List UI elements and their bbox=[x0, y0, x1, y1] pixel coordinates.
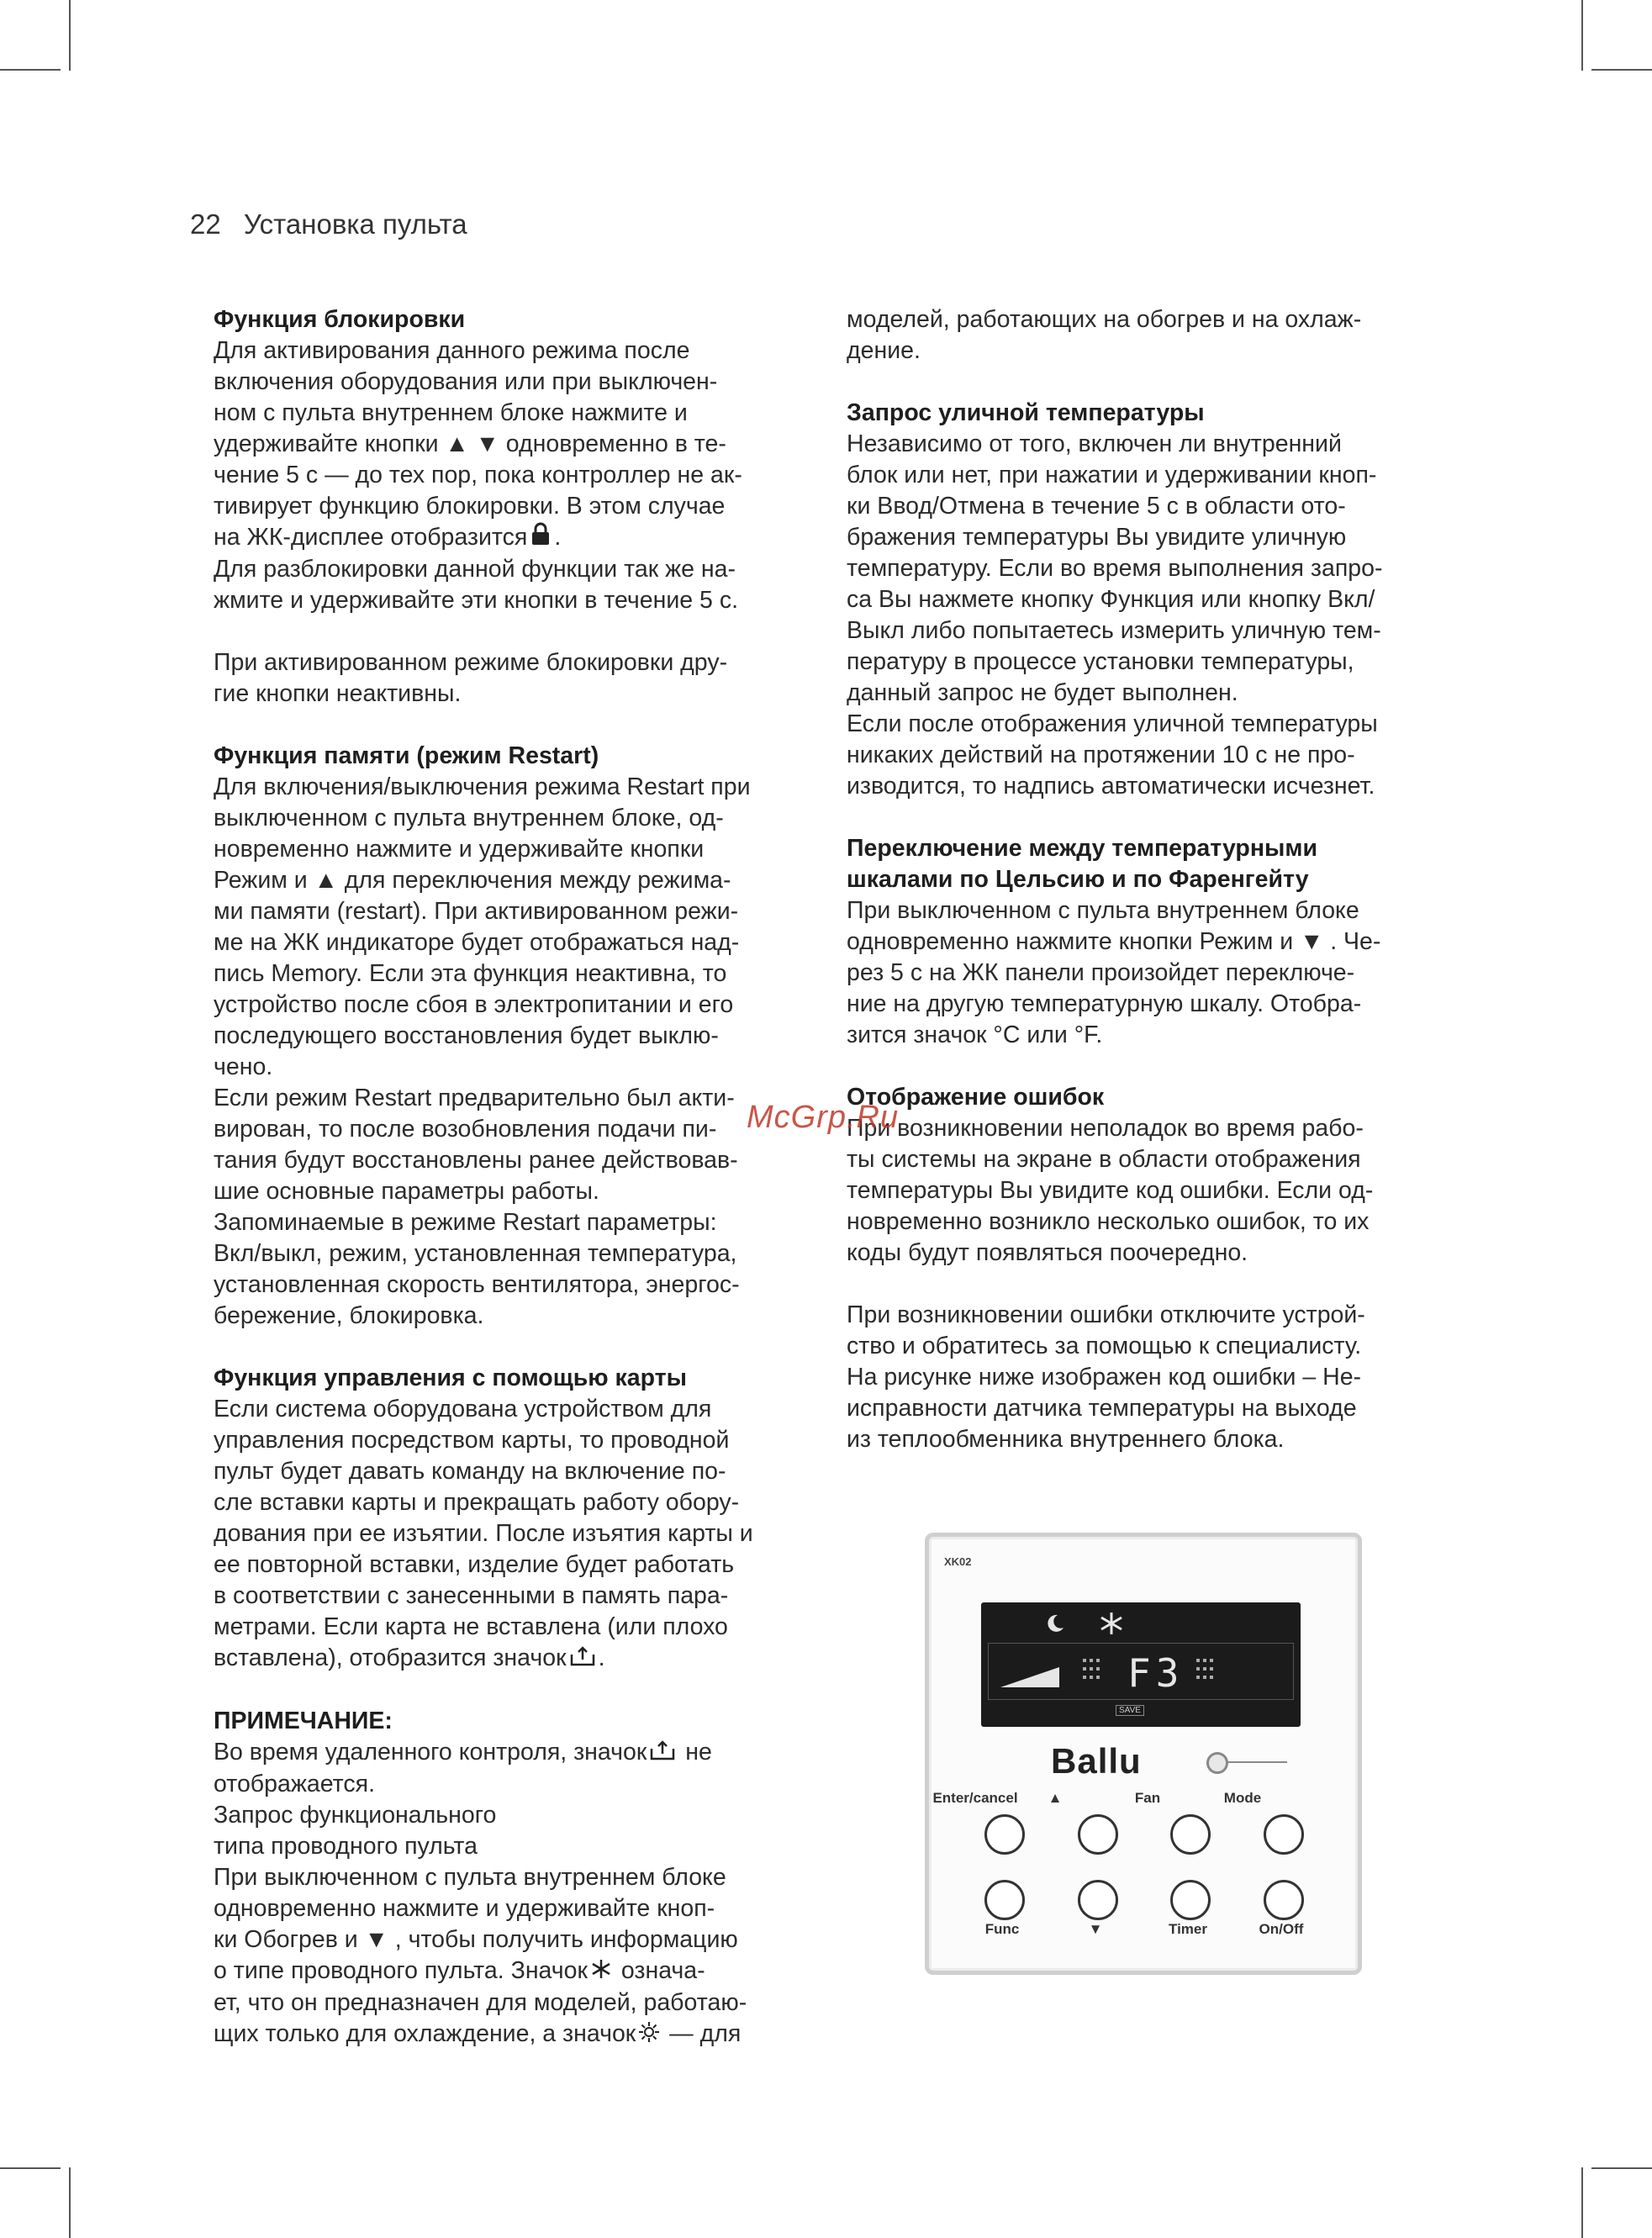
up-button[interactable] bbox=[1078, 1814, 1118, 1855]
text-line bbox=[847, 771, 1452, 802]
sun-icon bbox=[639, 2019, 659, 2051]
card-icon bbox=[650, 1738, 675, 1769]
power-led bbox=[1206, 1752, 1228, 1774]
text-line bbox=[214, 554, 810, 585]
button-label-timer: Timer bbox=[1169, 1921, 1207, 1937]
wind-right-icon bbox=[1195, 1655, 1215, 1686]
line-text: о типе проводного пульта. Значок bbox=[214, 1957, 588, 1985]
text-line bbox=[847, 1206, 1452, 1238]
section-heading bbox=[847, 1082, 1452, 1113]
text-line bbox=[847, 740, 1452, 771]
paragraph-gap bbox=[847, 802, 1452, 833]
section-heading bbox=[214, 1363, 810, 1394]
line-text: Переключение между температурными bbox=[847, 835, 1317, 862]
moon-icon bbox=[1044, 1613, 1066, 1634]
button-label-enter: Enter/cancel bbox=[932, 1790, 1018, 1806]
text-line bbox=[847, 522, 1452, 553]
button-label-func: Func bbox=[984, 1921, 1020, 1937]
button-label-fan: Fan bbox=[1134, 1790, 1161, 1806]
text-line bbox=[214, 1052, 810, 1083]
text-line bbox=[847, 1113, 1452, 1144]
text-line bbox=[214, 1238, 810, 1269]
text-line bbox=[214, 1737, 810, 1769]
line-text: ее повторной вставки, изделие будет работать bbox=[214, 1551, 735, 1579]
line-text-after: . bbox=[554, 524, 562, 551]
section-heading bbox=[847, 833, 1452, 864]
text-line bbox=[214, 1394, 810, 1425]
line-text: тания будут восстановлены ранее действовав- bbox=[214, 1147, 738, 1174]
text-line bbox=[214, 491, 810, 522]
line-text-after: означа- bbox=[614, 1957, 705, 1985]
line-text: новременно нажмите и удерживайте кнопки bbox=[214, 836, 705, 863]
section-heading bbox=[214, 1706, 810, 1737]
line-text: При возникновении ошибки отключите устрой- bbox=[847, 1301, 1365, 1328]
text-line bbox=[214, 1987, 810, 2019]
line-text: ном с пульта внутреннем блоке нажмите и bbox=[214, 399, 688, 426]
line-text: выключенном с пульта внутреннем блоке, од- bbox=[214, 805, 724, 832]
line-text: никаких действий на протяжении 10 с не про- bbox=[847, 742, 1355, 768]
text-line bbox=[214, 1769, 810, 1800]
line-text: Запрос уличной температуры bbox=[847, 399, 1205, 426]
crop-mark bbox=[1591, 2167, 1652, 2169]
line-text: Функция блокировки bbox=[214, 306, 466, 333]
text-line bbox=[847, 335, 1452, 367]
crop-mark bbox=[1581, 2167, 1583, 2238]
text-line bbox=[214, 1518, 810, 1549]
line-text: отображается. bbox=[214, 1771, 375, 1798]
crop-mark bbox=[0, 69, 61, 71]
line-text: данный запрос не будет выполнен. bbox=[847, 679, 1238, 706]
line-text: Функция памяти (режим Restart) bbox=[214, 742, 599, 770]
line-text: моделей, работающих на обогрев и на охлаж- bbox=[847, 306, 1362, 333]
button-label-up: ▲ bbox=[1048, 1790, 1063, 1806]
line-text: температуру. Если во время выполнения запро- bbox=[847, 555, 1383, 582]
line-text: Отображение ошибок bbox=[847, 1084, 1105, 1111]
text-line bbox=[214, 772, 810, 803]
button-label-mode: Mode bbox=[1223, 1790, 1262, 1806]
crop-mark bbox=[1581, 0, 1583, 71]
line-text: ние на другую температурную шкалу. Отобра- bbox=[847, 990, 1362, 1017]
line-text: удерживайте кнопки ▲ ▼ одновременно в те- bbox=[214, 430, 726, 457]
right-column bbox=[847, 304, 1452, 1455]
text-line bbox=[214, 834, 810, 865]
lcd-display bbox=[981, 1602, 1301, 1727]
line-text: Если система оборудована устройством для bbox=[214, 1396, 712, 1423]
text-line bbox=[847, 429, 1452, 460]
text-line bbox=[214, 1862, 810, 1893]
line-text: ты системы на экране в области отображения bbox=[847, 1146, 1361, 1173]
text-line bbox=[214, 927, 810, 958]
on-off-button[interactable] bbox=[1264, 1880, 1304, 1920]
line-text: зится значок °С или °F. bbox=[847, 1021, 1103, 1048]
text-line bbox=[214, 1800, 810, 1831]
model-label: XK02 bbox=[944, 1555, 972, 1568]
line-text: При активированном режиме блокировки дру- bbox=[214, 649, 728, 677]
text-line bbox=[847, 958, 1452, 989]
line-text: На рисунке ниже изображен код ошибки – Не- bbox=[847, 1364, 1362, 1391]
text-line bbox=[214, 1831, 810, 1862]
text-line bbox=[214, 1301, 810, 1332]
text-line bbox=[847, 926, 1452, 958]
line-text: рез 5 с на ЖК панели произойдет переключе- bbox=[847, 959, 1355, 986]
line-text: чение 5 с — до тех пор, пока контроллер не ак- bbox=[214, 462, 742, 488]
line-text: шкалами по Цельсию и по Фаренгейту bbox=[847, 866, 1309, 893]
crop-mark bbox=[0, 2167, 61, 2169]
text-line bbox=[847, 1300, 1452, 1331]
line-text: Запрос функционального bbox=[214, 1802, 497, 1829]
text-line bbox=[847, 1393, 1452, 1424]
text-line bbox=[214, 585, 810, 616]
line-text: При выключенном с пульта внутреннем блоке bbox=[847, 897, 1359, 924]
text-line bbox=[847, 647, 1452, 678]
crop-mark bbox=[69, 0, 71, 71]
text-line bbox=[214, 1581, 810, 1612]
snowflake-icon bbox=[591, 1956, 611, 1987]
line-text: бережение, блокировка. bbox=[214, 1302, 484, 1330]
line-text: щих только для охлаждение, а значок bbox=[214, 2020, 636, 2048]
crop-mark bbox=[69, 2167, 71, 2238]
text-line bbox=[214, 1956, 810, 1987]
text-line bbox=[847, 709, 1452, 740]
paragraph-gap bbox=[847, 1269, 1452, 1300]
text-line bbox=[214, 896, 810, 927]
lock-icon bbox=[530, 522, 551, 554]
text-line bbox=[214, 647, 810, 678]
page-number: 22 bbox=[190, 208, 221, 240]
line-text-after: . bbox=[598, 1644, 605, 1672]
paragraph-gap bbox=[214, 1675, 810, 1706]
text-line bbox=[214, 1269, 810, 1301]
line-text: ми памяти (restart). При активированном режи- bbox=[214, 898, 739, 926]
line-text: дение. bbox=[847, 337, 921, 364]
line-text: дования при ее изъятии. После изъятия карты и bbox=[214, 1520, 753, 1548]
fan-speed-icon bbox=[1000, 1664, 1059, 1689]
text-line bbox=[847, 615, 1452, 647]
line-text-after: — для bbox=[662, 2020, 742, 2048]
paragraph-gap bbox=[214, 710, 810, 741]
text-line bbox=[214, 1612, 810, 1643]
section-title: Установка пульта bbox=[243, 208, 467, 240]
line-text: одновременно нажмите кнопки Режим и ▼ . Че- bbox=[847, 928, 1381, 955]
button-label-onoff: On/Off bbox=[1259, 1921, 1304, 1937]
line-text: вставлена), отобразится значок bbox=[214, 1644, 567, 1672]
text-line bbox=[214, 1145, 810, 1176]
line-text: ме на ЖК индикаторе будет отображаться над- bbox=[214, 929, 740, 957]
line-text: исправности датчика температуры на выходе bbox=[847, 1395, 1357, 1422]
text-line bbox=[847, 460, 1452, 491]
text-line bbox=[214, 367, 810, 398]
text-line bbox=[214, 335, 810, 367]
line-text: гие кнопки неактивны. bbox=[214, 680, 462, 708]
line-text: ство и обратитесь за помощью к специалисту. bbox=[847, 1333, 1362, 1359]
line-text: бражения температуры Вы увидите уличную bbox=[847, 524, 1347, 551]
error-code: F3 bbox=[1127, 1650, 1185, 1696]
line-text: ет, что он предназначен для моделей, работаю- bbox=[214, 1989, 747, 2017]
line-text: включения оборудования или при выключен- bbox=[214, 368, 718, 395]
lcd-temperature-area bbox=[988, 1643, 1294, 1700]
line-text: сле вставки карты и прекращать работу обору- bbox=[214, 1489, 740, 1517]
text-line bbox=[847, 1175, 1452, 1206]
text-line bbox=[847, 1362, 1452, 1393]
text-line bbox=[847, 1144, 1452, 1175]
line-text: ПРИМЕЧАНИЕ: bbox=[214, 1708, 393, 1735]
line-text-after: не bbox=[678, 1739, 712, 1766]
text-line bbox=[847, 1424, 1452, 1455]
line-text: вирован, то после возобновления подачи пи- bbox=[214, 1116, 717, 1143]
line-text: Запоминаемые в режиме Restart параметры: bbox=[214, 1209, 717, 1237]
line-text: са Вы нажмете кнопку Функция или кнопку Вкл/ bbox=[847, 586, 1375, 613]
func-button[interactable] bbox=[984, 1880, 1025, 1920]
mode-button[interactable] bbox=[1264, 1814, 1304, 1855]
line-text: пературу в процессе установки температуры, bbox=[847, 648, 1354, 675]
text-line bbox=[214, 865, 810, 896]
line-text: Для включения/выключения режима Restart при bbox=[214, 773, 751, 801]
line-text: пульт будет давать команду на включение по- bbox=[214, 1458, 726, 1486]
line-text: Если режим Restart предварительно был акти- bbox=[214, 1085, 735, 1112]
text-line bbox=[214, 1924, 810, 1956]
line-text: ки Ввод/Отмена в течение 5 с в области ото- bbox=[847, 493, 1346, 520]
brand-logo: Ballu bbox=[1051, 1741, 1142, 1781]
watermark: McGrp.Ru bbox=[747, 1100, 900, 1135]
line-text: Во время удаленного контроля, значок bbox=[214, 1739, 647, 1766]
text-line bbox=[214, 1549, 810, 1581]
section-heading bbox=[214, 741, 810, 772]
line-text: чено. bbox=[214, 1053, 273, 1081]
text-line bbox=[214, 460, 810, 491]
line-text: Для активирования данного режима после bbox=[214, 337, 690, 364]
text-line bbox=[214, 1456, 810, 1487]
line-text: Вкл/выкл, режим, установленная температура, bbox=[214, 1240, 737, 1268]
text-line bbox=[214, 958, 810, 990]
fan-button[interactable] bbox=[1170, 1814, 1211, 1855]
text-line bbox=[214, 990, 810, 1021]
timer-button[interactable] bbox=[1170, 1880, 1211, 1920]
line-text: шие основные параметры работы. bbox=[214, 1178, 599, 1206]
text-line bbox=[214, 678, 810, 710]
line-text: тивирует функцию блокировки. В этом случае bbox=[214, 493, 726, 520]
line-text: При возникновении неполадок во время рабо- bbox=[847, 1115, 1364, 1142]
text-line bbox=[214, 803, 810, 834]
enter-cancel-button[interactable] bbox=[984, 1814, 1025, 1855]
text-line bbox=[214, 1487, 810, 1518]
snowflake-icon bbox=[1099, 1611, 1124, 1636]
section-heading bbox=[847, 864, 1452, 895]
line-text: на ЖК-дисплее отобразится bbox=[214, 524, 528, 551]
line-text: из теплообменника внутреннего блока. bbox=[847, 1426, 1285, 1453]
line-text: Если после отображения уличной температуры bbox=[847, 710, 1378, 737]
text-line bbox=[214, 1021, 810, 1052]
text-line bbox=[847, 678, 1452, 709]
line-text: типа проводного пульта bbox=[214, 1833, 478, 1861]
text-line bbox=[214, 1643, 810, 1675]
line-text: Режим и ▲ для переключения между режима- bbox=[214, 867, 731, 895]
text-line bbox=[214, 429, 810, 460]
line-text: устройство после сбоя в электропитании и его bbox=[214, 991, 734, 1019]
left-column bbox=[214, 304, 810, 2051]
crop-mark bbox=[1591, 69, 1652, 71]
line-text: изводится, то надпись автоматически исчезнет. bbox=[847, 773, 1375, 800]
line-text: Выкл либо попытаетесь измерить уличную тем- bbox=[847, 617, 1381, 644]
line-text: Функция управления с помощью карты bbox=[214, 1364, 687, 1392]
text-line bbox=[847, 491, 1452, 522]
text-line bbox=[847, 989, 1452, 1020]
paragraph-gap bbox=[214, 616, 810, 647]
paragraph-gap bbox=[847, 1051, 1452, 1082]
line-text: управления посредством карты, то проводной bbox=[214, 1427, 730, 1454]
text-line bbox=[847, 304, 1452, 335]
text-line bbox=[847, 1020, 1452, 1051]
text-line bbox=[214, 2019, 810, 2051]
paragraph-gap bbox=[214, 1332, 810, 1363]
led-line bbox=[1228, 1761, 1287, 1763]
line-text: жмите и удерживайте эти кнопки в течение 5 с. bbox=[214, 587, 738, 615]
text-line bbox=[847, 1331, 1452, 1362]
line-text: метрами. Если карта не вставлена (или плохо bbox=[214, 1613, 728, 1641]
line-text: новременно возникло несколько ошибок, то их bbox=[847, 1208, 1370, 1235]
paragraph-gap bbox=[847, 367, 1452, 398]
text-line bbox=[214, 522, 810, 554]
line-text: пись Memory. Если эта функция неактивна, то bbox=[214, 960, 727, 988]
section-heading bbox=[214, 304, 810, 335]
line-text: Независимо от того, включен ли внутренний bbox=[847, 430, 1342, 457]
line-text: При выключенном с пульта внутреннем блоке bbox=[214, 1864, 726, 1892]
line-text: последующего восстановления будет выклю- bbox=[214, 1022, 719, 1050]
button-label-down: ▼ bbox=[1088, 1921, 1103, 1937]
text-line bbox=[847, 584, 1452, 615]
text-line bbox=[214, 1207, 810, 1238]
wired-controller-figure bbox=[925, 1533, 1362, 1975]
page-header bbox=[190, 208, 467, 240]
line-text: коды будут появляться поочередно. bbox=[847, 1239, 1248, 1266]
line-text: ки Обогрев и ▼ , чтобы получить информацию bbox=[214, 1926, 738, 1954]
text-line bbox=[214, 1893, 810, 1924]
text-line bbox=[214, 398, 810, 429]
card-icon bbox=[570, 1644, 595, 1675]
text-line bbox=[847, 553, 1452, 584]
line-text: в соответствии с занесенными в память пара- bbox=[214, 1582, 729, 1610]
line-text: блок или нет, при нажатии и удерживании кноп- bbox=[847, 462, 1377, 488]
line-text: Для разблокировки данной функции так же на- bbox=[214, 556, 736, 583]
line-text: установленная скорость вентилятора, энергос- bbox=[214, 1271, 740, 1299]
line-text: одновременно нажмите и удерживайте кноп- bbox=[214, 1895, 715, 1923]
save-indicator: SAVE bbox=[1116, 1705, 1144, 1716]
section-heading bbox=[847, 398, 1452, 429]
text-line bbox=[847, 1238, 1452, 1269]
wind-left-icon bbox=[1081, 1655, 1101, 1686]
text-line bbox=[214, 1083, 810, 1114]
text-line bbox=[214, 1176, 810, 1207]
line-text: температуры Вы увидите код ошибки. Если од- bbox=[847, 1177, 1374, 1204]
text-line bbox=[847, 895, 1452, 926]
down-button[interactable] bbox=[1078, 1880, 1118, 1920]
text-line bbox=[214, 1114, 810, 1145]
text-line bbox=[214, 1425, 810, 1456]
